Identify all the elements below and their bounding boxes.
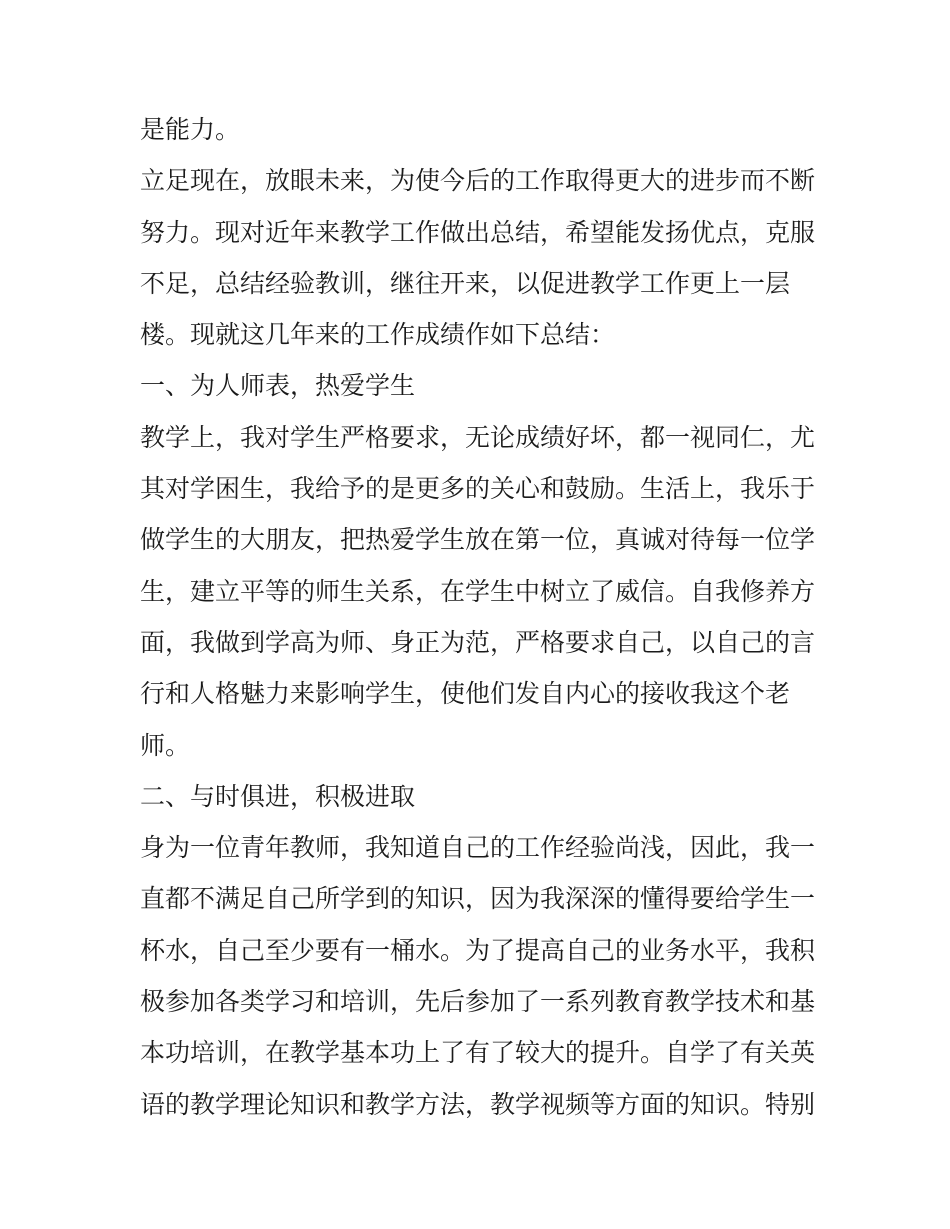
text-line: 行和人格魅力来影响学生，使他们发自内心的接收我这个老 [140, 679, 791, 709]
text-line: 不足，总结经验教训，继往开来，以促进教学工作更上一层 [140, 268, 791, 298]
text-line: 生，建立平等的师生关系，在学生中树立了威信。自我修养方 [140, 576, 816, 606]
section-heading: 一、为人师表，热爱学生 [140, 371, 416, 401]
text-line: 语的教学理论知识和教学方法，教学视频等方面的知识。特别 [140, 1089, 816, 1119]
document-body [140, 104, 820, 1130]
text-line: 是能力。 [140, 115, 241, 144]
text-line: 直都不满足自己所学到的知识，因为我深深的懂得要给学生一 [140, 884, 816, 914]
text-line: 立足现在，放眼未来，为使今后的工作取得更大的进步而不断 [140, 166, 816, 196]
text-line: 极参加各类学习和培训，先后参加了一系列教育教学技术和基 [140, 987, 816, 1017]
section-heading: 二、与时俱进，积极进取 [140, 781, 416, 811]
text-line: 努力。现对近年来教学工作做出总结，希望能发扬优点，克服 [140, 217, 816, 247]
text-line: 楼。现就这几年来的工作成绩作如下总结： [140, 320, 616, 350]
text-line: 师。 [140, 730, 191, 760]
text-line: 其对学困生，我给予的是更多的关心和鼓励。生活上，我乐于 [140, 474, 816, 504]
text-line: 做学生的大朋友，把热爱学生放在第一位，真诚对待每一位学 [140, 525, 816, 555]
text-line: 面，我做到学高为师、身正为范，严格要求自己，以自己的言 [140, 627, 816, 657]
text-line: 杯水，自己至少要有一桶水。为了提高自己的业务水平，我积 [140, 935, 816, 965]
text-line: 身为一位青年教师，我知道自己的工作经验尚浅，因此，我一 [140, 833, 816, 863]
text-line: 本功培训，在教学基本功上了有了较大的提升。自学了有关英 [140, 1038, 816, 1068]
text-line: 教学上，我对学生严格要求，无论成绩好坏，都一视同仁，尤 [140, 422, 816, 452]
